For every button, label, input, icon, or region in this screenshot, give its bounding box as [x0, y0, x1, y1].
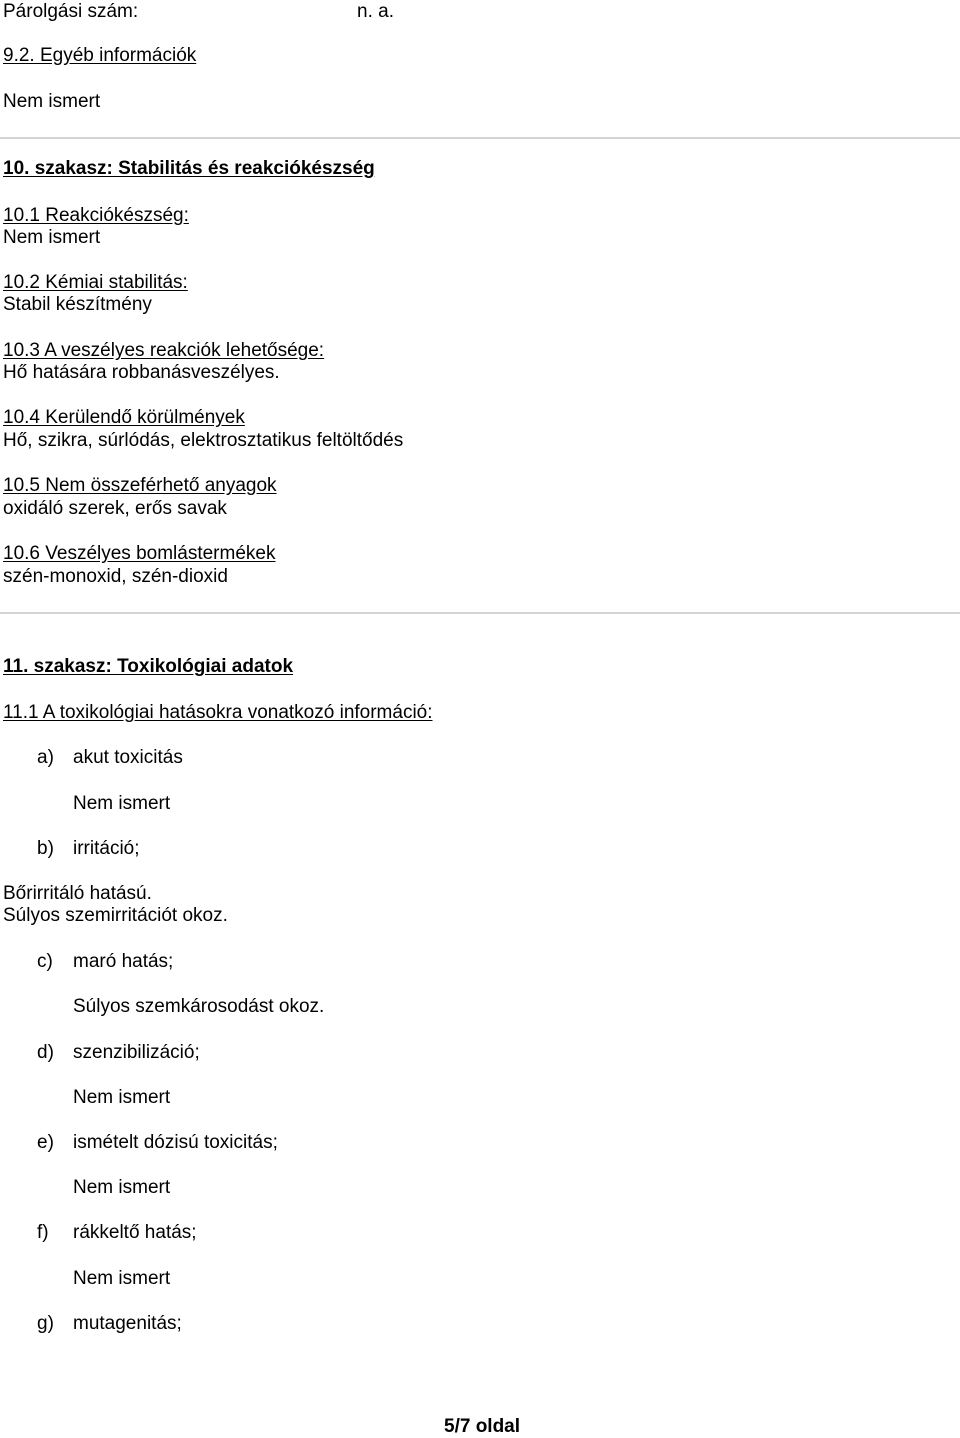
item-10-1-value: Nem ismert [3, 227, 101, 248]
item-10-6-title: 10.6 Veszélyes bomlástermékek [3, 543, 276, 564]
list-item-value: Nem ismert [73, 1177, 171, 1198]
item-10-4-value: Hő, szikra, súrlódás, elektrosztatikus feltöltődés [3, 430, 404, 451]
section-11-title: 11. szakasz: Toxikológiai adatok [3, 656, 294, 677]
item-10-5-title: 10.5 Nem összeférhető anyagok [3, 475, 277, 496]
list-item-letter: g) [37, 1313, 54, 1334]
section-divider [0, 137, 960, 139]
item-10-1-title: 10.1 Reakciókészség: [3, 205, 189, 226]
evaporation-value: n. a. [357, 1, 394, 22]
list-item-label: mutagenitás; [73, 1313, 182, 1334]
section-9-2-title: 9.2. Egyéb információk [3, 45, 197, 66]
list-item-label: ismételt dózisú toxicitás; [73, 1132, 278, 1153]
list-item-value: Súlyos szemkárosodást okoz. [73, 996, 325, 1017]
section-10-title: 10. szakasz: Stabilitás és reakciókészség [3, 158, 375, 179]
list-item-letter: e) [37, 1132, 54, 1153]
list-item-value: Bőrirritáló hatású. [3, 883, 152, 904]
item-10-6-value: szén-monoxid, szén-dioxid [3, 566, 228, 587]
evaporation-label: Párolgási szám: [3, 1, 139, 22]
list-item-letter: f) [37, 1222, 49, 1243]
item-10-2-value: Stabil készítmény [3, 294, 152, 315]
item-10-3-value: Hő hatására robbanásveszélyes. [3, 362, 280, 383]
list-item-label: szenzibilizáció; [73, 1042, 200, 1063]
page-number: 5/7 oldal [444, 1416, 521, 1437]
list-item-value: Nem ismert [73, 793, 171, 814]
item-10-2-title: 10.2 Kémiai stabilitás: [3, 272, 188, 293]
list-item-label: irritáció; [73, 838, 140, 859]
section-divider [0, 612, 960, 614]
item-10-4-title: 10.4 Kerülendő körülmények [3, 407, 245, 428]
list-item-value: Nem ismert [73, 1087, 171, 1108]
item-10-3-title: 10.3 A veszélyes reakciók lehetősége: [3, 340, 325, 361]
section-9-2-value: Nem ismert [3, 91, 101, 112]
list-item-value: Súlyos szemirritációt okoz. [3, 905, 228, 926]
list-item-letter: a) [37, 747, 54, 768]
list-item-letter: d) [37, 1042, 54, 1063]
list-item-letter: b) [37, 838, 54, 859]
item-10-5-value: oxidáló szerek, erős savak [3, 498, 227, 519]
list-item-label: rákkeltő hatás; [73, 1222, 197, 1243]
list-item-label: akut toxicitás [73, 747, 183, 768]
list-item-label: maró hatás; [73, 951, 174, 972]
list-item-letter: c) [37, 951, 53, 972]
list-item-value: Nem ismert [73, 1268, 171, 1289]
section-11-subtitle: 11.1 A toxikológiai hatásokra vonatkozó információ: [3, 702, 433, 723]
